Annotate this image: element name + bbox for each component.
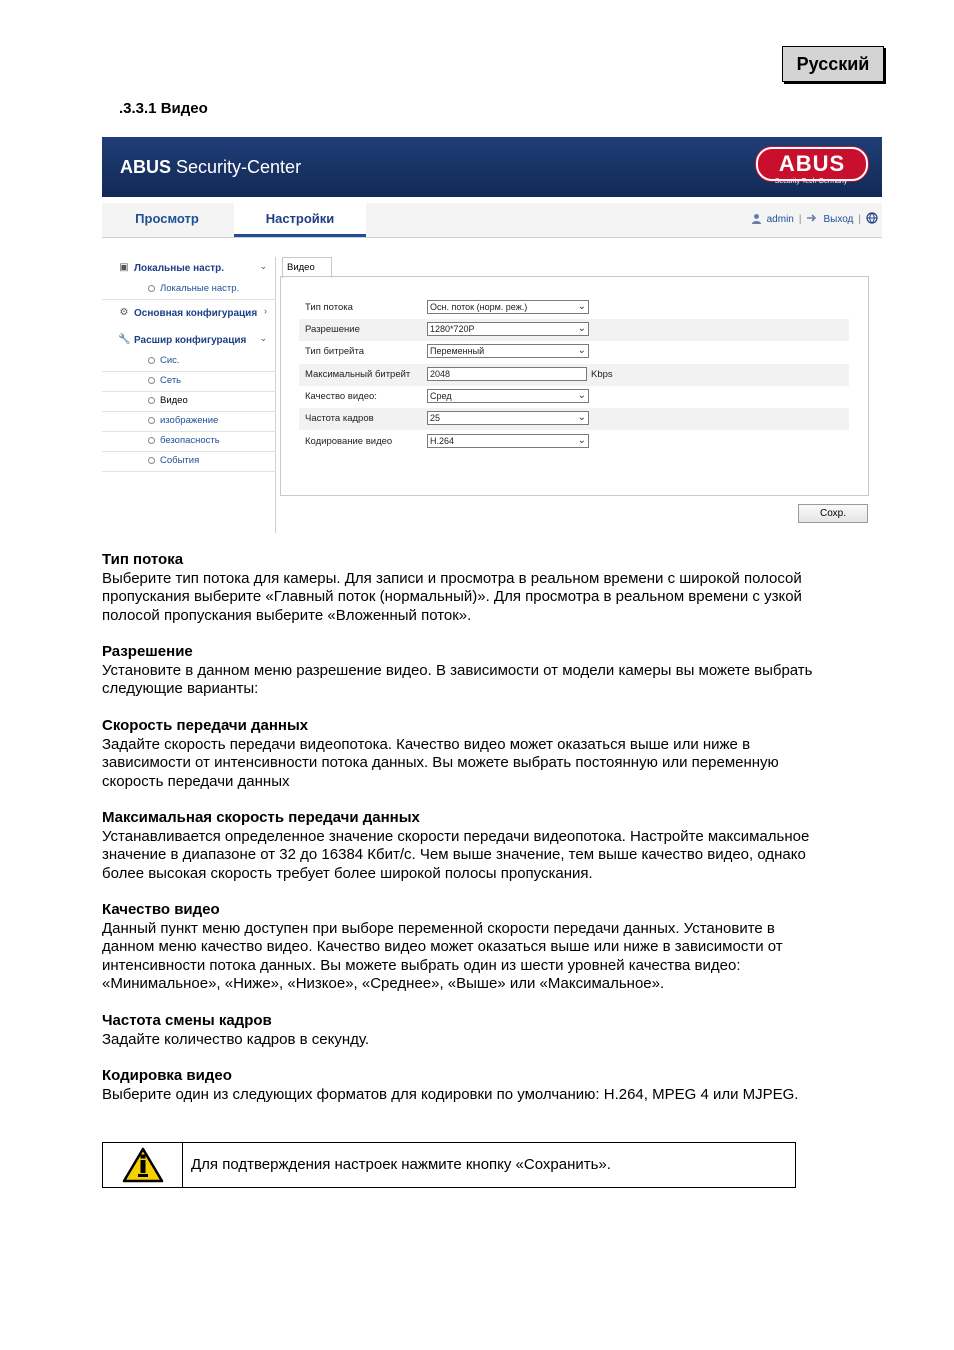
chevron-right-icon: › bbox=[264, 306, 267, 316]
section-resolution: Разрешение Установите в данном меню разрешение видео. В зависимости от модели камеры вы можете выбрать следующие варианты: bbox=[102, 643, 813, 697]
top-navigation bbox=[102, 203, 882, 238]
section-max-bitrate: Максимальная скорость передачи данных Устанавливается определенное значение скорости передачи видеопотока. Настройте максимальное значение в диапазоне от 32 до 16384 Кбит/с. Чем выше значение, тем выше качество видео, однако более высокая скорость требует более широкой полосы пропускания. bbox=[102, 809, 810, 882]
bullet-icon bbox=[148, 417, 155, 424]
max-bitrate-input[interactable]: 2048 bbox=[427, 367, 587, 381]
section-video-quality: Качество видео Данный пункт меню доступен при выборе переменной скорости передачи данных. Установите в данном меню качество видео. Качество видео может оказаться выше или ниже в зависимости от интенсивности потока данных. Вы можете выбрать один из шести уровней качества видео: «Минимальное», «Ниже», «Низкое», «Среднее», «Выше» или «Максимальное». bbox=[102, 901, 783, 992]
section-bitrate: Скорость передачи данных Задайте скорость передачи видеопотока. Качество видео может оказаться выше или ниже в зависимости от интенсивности потока данных. Вы можете выбрать постоянную или переменную скорость передачи данных bbox=[102, 717, 779, 790]
wrench-icon: 🔧 bbox=[118, 334, 131, 345]
bullet-icon bbox=[148, 377, 155, 384]
chevron-down-icon: ⌄ bbox=[577, 412, 586, 423]
section-heading: .3.3.1 Видео bbox=[119, 100, 208, 117]
separator: | bbox=[858, 214, 861, 225]
sidebar-item-image[interactable]: изображение bbox=[102, 411, 275, 432]
field-row-video-quality: Качество видео: Сред ⌄ bbox=[299, 386, 849, 408]
bullet-icon bbox=[148, 437, 155, 444]
user-icon bbox=[751, 213, 762, 227]
header-banner bbox=[102, 137, 882, 197]
bullet-icon bbox=[148, 397, 155, 404]
bullet-icon bbox=[148, 357, 155, 364]
warning-icon bbox=[103, 1143, 183, 1187]
field-row-resolution: Разрешение 1280*720P ⌄ bbox=[299, 319, 849, 341]
video-encoding-select[interactable]: H.264 ⌄ bbox=[427, 434, 589, 448]
section-stream-type: Тип потока Выберите тип потока для камеры. Для записи и просмотра в реальном времени с широкой полосой пропускания выберите «Главный поток (нормальный)». Для просмотра в реальном времени с узкой полосой пропускания выберите «Вложенный поток». bbox=[102, 551, 802, 624]
chevron-down-icon: ⌄ bbox=[577, 390, 586, 401]
sidebar-group-basic[interactable]: ⚙ Основная конфигурация › bbox=[119, 306, 267, 319]
sidebar-group-local[interactable]: ▣ Локальные настр. ⌄ bbox=[119, 261, 267, 274]
section-video-encoding: Кодировка видео Выберите один из следующих форматов для кодировки по умолчанию: H.264, MPEG 4 или MJPEG. bbox=[102, 1067, 799, 1103]
user-area bbox=[751, 212, 878, 227]
note-box bbox=[102, 1142, 796, 1188]
chevron-down-icon: ⌄ bbox=[577, 323, 586, 334]
field-row-bitrate-type: Тип битрейта Переменный ⌄ bbox=[299, 341, 849, 363]
globe-icon[interactable] bbox=[866, 212, 878, 227]
sidebar-group-advanced[interactable]: 🔧 Расшир конфигурация ⌄ bbox=[118, 333, 267, 346]
sidebar-item-events[interactable]: События bbox=[102, 451, 275, 472]
sidebar-item-security[interactable]: безопасность bbox=[102, 431, 275, 452]
separator: | bbox=[798, 214, 802, 225]
video-settings-panel bbox=[280, 276, 869, 496]
chevron-down-icon: ⌄ bbox=[259, 261, 267, 271]
sidebar-item-video[interactable]: Видео bbox=[102, 391, 275, 412]
chevron-down-icon: ⌄ bbox=[259, 333, 267, 343]
sidebar-item-network[interactable]: Сеть bbox=[102, 371, 275, 392]
language-badge: Русский bbox=[782, 46, 884, 82]
monitor-icon: ▣ bbox=[119, 262, 129, 273]
logout-icon bbox=[806, 213, 818, 226]
bullet-icon bbox=[148, 285, 155, 292]
bitrate-unit: Kbps bbox=[591, 369, 613, 380]
field-row-video-encoding: Кодирование видео H.264 ⌄ bbox=[299, 431, 849, 453]
abus-logo: ABUS bbox=[756, 147, 868, 181]
tab-video[interactable]: Видео bbox=[282, 257, 332, 278]
save-button[interactable]: Сохр. bbox=[798, 504, 868, 523]
frame-rate-select[interactable]: 25 ⌄ bbox=[427, 411, 589, 425]
video-quality-select[interactable]: Сред ⌄ bbox=[427, 389, 589, 403]
stream-type-select[interactable]: Осн. поток (норм. реж.) ⌄ bbox=[427, 300, 589, 314]
bullet-icon bbox=[148, 457, 155, 464]
section-frame-rate: Частота смены кадров Задайте количество кадров в секунду. bbox=[102, 1012, 370, 1048]
bitrate-type-select[interactable]: Переменный ⌄ bbox=[427, 344, 589, 358]
chevron-down-icon: ⌄ bbox=[577, 301, 586, 312]
tab-settings[interactable]: Настройки bbox=[234, 203, 366, 237]
sidebar-item-system[interactable]: Сис. bbox=[102, 351, 275, 372]
brand-title: ABUS Security-Center bbox=[120, 157, 302, 177]
username-link[interactable]: admin bbox=[766, 214, 794, 225]
field-row-frame-rate: Частота кадров 25 ⌄ bbox=[299, 408, 849, 430]
gear-icon: ⚙ bbox=[119, 307, 129, 318]
settings-sidebar bbox=[102, 257, 276, 533]
logo-tagline: Security Tech Germany bbox=[774, 178, 848, 185]
resolution-select[interactable]: 1280*720P ⌄ bbox=[427, 322, 589, 336]
field-row-max-bitrate: Максимальный битрейт 2048 Kbps bbox=[299, 364, 849, 386]
logout-link[interactable]: Выход bbox=[823, 214, 854, 225]
sidebar-item-local[interactable]: Локальные настр. bbox=[102, 279, 275, 300]
ui-screenshot bbox=[102, 137, 882, 535]
note-text: Для подтверждения настроек нажмите кнопку «Сохранить». bbox=[191, 1156, 611, 1173]
field-row-stream-type: Тип потока Осн. поток (норм. реж.) ⌄ bbox=[299, 297, 849, 319]
chevron-down-icon: ⌄ bbox=[577, 435, 586, 446]
chevron-down-icon: ⌄ bbox=[577, 345, 586, 356]
tab-view[interactable]: Просмотр bbox=[135, 211, 199, 226]
